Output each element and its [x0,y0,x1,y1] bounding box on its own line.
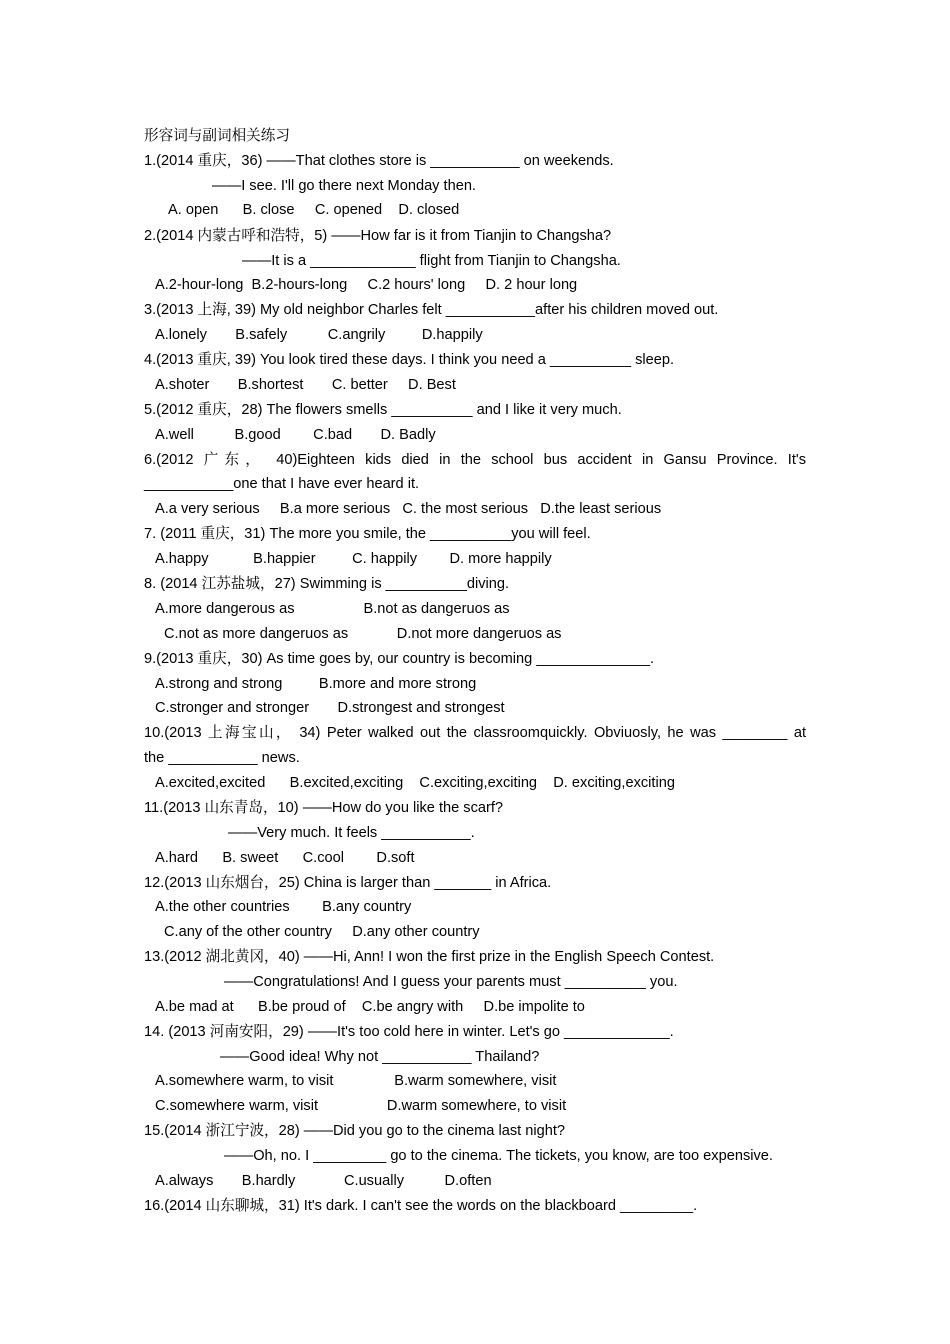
question-4: 4.(2013 重庆, 39) You look tired these days. I think you need a __________ sleep. [144,352,675,368]
question-15-reply: ——Oh, no. I _________ go to the cinema. The tickets, you know, are too expensive. [224,1148,773,1164]
question-14: 14. (2013 河南安阳，29) ——It's too cold here in winter. Let's go _____________. [144,1024,674,1040]
question-4-options: A.shoter B.shortest C. better D. Best [155,377,456,393]
question-13-reply: ——Congratulations! And I guess your parents must __________ you. [224,974,678,990]
question-1-options: A. open B. close C. opened D. closed [168,202,460,218]
question-14-options-b: C.somewhere warm, visit D.warm somewhere, to visit [155,1098,567,1114]
question-9-options-b: C.stronger and stronger D.strongest and strongest [155,700,505,716]
question-5-options: A.well B.good C.bad D. Badly [155,427,436,443]
question-1-reply: ——I see. I'll go there next Monday then. [212,178,476,194]
question-10: 10.(2013 上海宝山， 34) Peter walked out the classroomquickly. Obviuosly, he was ________ at [144,725,806,741]
question-12-options-a: A.the other countries B.any country [155,899,412,915]
page-title: 形容词与副词相关练习 [144,128,290,144]
question-12: 12.(2013 山东烟台，25) China is larger than _______ in Africa. [144,875,552,891]
question-8-options-b: C.not as more dangeruos as D.not more dangeruos as [164,626,562,642]
question-2-options: A.2-hour-long B.2-hours-long C.2 hours' long D. 2 hour long [155,277,578,293]
question-11-reply: ——Very much. It feels ___________. [228,825,475,841]
question-15-options: A.always B.hardly C.usually D.often [155,1173,492,1189]
question-13: 13.(2012 湖北黄冈，40) ——Hi, Ann! I won the first prize in the English Speech Contest. [144,949,715,965]
question-11: 11.(2013 山东青岛，10) ——How do you like the scarf? [144,800,504,816]
question-7: 7. (2011 重庆，31) The more you smile, the __________you will feel. [144,526,591,542]
question-1: 1.(2014 重庆，36) ——That clothes store is ___________ on weekends. [144,153,614,169]
question-6: 6.(2012 广东， 40)Eighteen kids died in the school bus accident in Gansu Province. It's [144,452,806,468]
question-8-options-a: A.more dangerous as B.not as dangeruos as [155,601,510,617]
question-10-options: A.excited,excited B.excited,exciting C.exciting,exciting D. exciting,exciting [155,775,675,791]
question-3-options: A.lonely B.safely C.angrily D.happily [155,327,483,343]
question-13-options: A.be mad at B.be proud of C.be angry with D.be impolite to [155,999,585,1015]
question-9-options-a: A.strong and strong B.more and more strong [155,676,477,692]
question-9: 9.(2013 重庆，30) As time goes by, our country is becoming ______________. [144,651,654,667]
question-10-continued: the ___________ news. [144,750,300,766]
question-3: 3.(2013 上海, 39) My old neighbor Charles felt ___________after his children moved out. [144,302,719,318]
question-5: 5.(2012 重庆，28) The flowers smells __________ and I like it very much. [144,402,622,418]
question-15: 15.(2014 浙江宁波，28) ——Did you go to the cinema last night? [144,1123,565,1139]
question-6-continued: ___________one that I have ever heard it. [144,476,420,492]
question-14-reply: ——Good idea! Why not ___________ Thailand? [220,1049,540,1065]
question-7-options: A.happy B.happier C. happily D. more happily [155,551,552,567]
question-2: 2.(2014 内蒙古呼和浩特，5) ——How far is it from Tianjin to Changsha? [144,228,612,244]
question-6-options: A.a very serious B.a more serious C. the most serious D.the least serious [155,501,662,517]
question-11-options: A.hard B. sweet C.cool D.soft [155,850,415,866]
question-14-options-a: A.somewhere warm, to visit B.warm somewhere, visit [155,1073,557,1089]
question-8: 8. (2014 江苏盐城，27) Swimming is __________diving. [144,576,510,592]
question-16: 16.(2014 山东聊城，31) It's dark. I can't see the words on the blackboard _________. [144,1198,698,1214]
question-2-reply: ——It is a _____________ flight from Tianjin to Changsha. [242,253,621,269]
question-12-options-b: C.any of the other country D.any other country [164,924,480,940]
